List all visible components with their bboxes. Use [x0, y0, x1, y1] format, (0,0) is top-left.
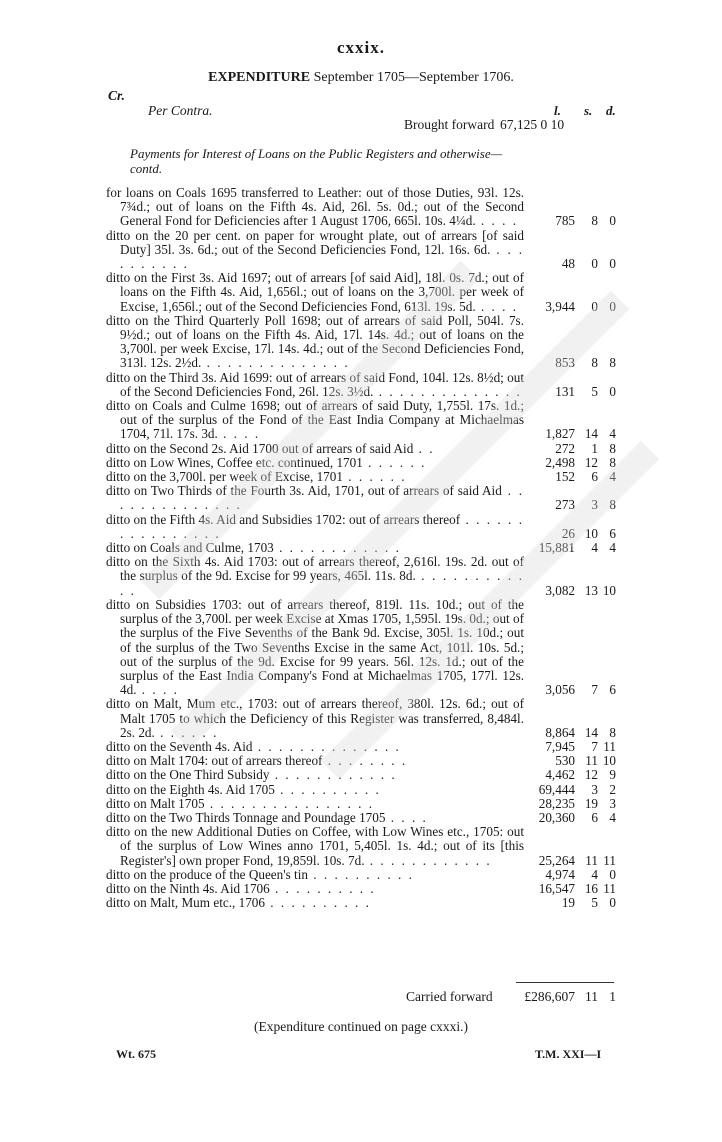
dot-leaders: . . . .	[385, 809, 428, 825]
amount-shillings: 0	[591, 256, 598, 272]
amount-pounds: 853	[555, 355, 575, 371]
continued-note: (Expenditure continued on page cxxxi.)	[253, 1019, 469, 1034]
amount-shillings: 3	[591, 781, 598, 797]
amount-pounds: 273	[555, 497, 575, 513]
entry-description	[106, 314, 524, 371]
amount-pounds: 3,082	[545, 582, 575, 598]
entry-text: ditto on Subsidies 1703: out of arrears thereof, 819l. 11s. 10d.; out of the surplus of the 3,700l. per week Excise at Xmas 1705, 1,595l. 19s. 0d.; out of the surplus of the Five Sevenths of the Bank 9d. Excise, 305l. 1s. 10d.; out of the surplus of the Two Sevenths Excise in the same Act, 101l. 10s. 5d.; out of the surplus of the 9d. Excise for 99 years. 56l. 12s. 1d.; out of the surplus of the East India Company's Fond at Michaelmas 1705, 177l. 12s. 4d.	[106, 596, 524, 698]
amount-shillings: 1	[591, 440, 598, 456]
ledger-entry	[106, 811, 616, 825]
ledger-entry	[106, 754, 616, 768]
dot-leaders: . . . . . . . . . .	[269, 880, 376, 896]
page-header	[0, 70, 722, 86]
dot-leaders: . . . . . . . . . . . . . .	[373, 383, 522, 399]
entry-description	[106, 470, 524, 484]
amount-pence: 0	[609, 383, 616, 399]
dot-leaders: . . . .	[217, 426, 261, 442]
entry-text: ditto on the Third 3s. Aid 1699: out of arrears of said Fond, 104l. 12s. 8½d; out of the Second Deficiencies Fond, 26l. 12s. 3½d.	[106, 369, 524, 399]
ledger-entry	[106, 598, 616, 697]
entry-text: ditto on the First 3s. Aid 1697; out of arrears [of said Aid], 18l. 0s. 7d.; out of loans on the Fifth 4s. Aid, 1,656l.; out of loans on the 3,700l. per week of Excise, 1,656l.; out of the Second Deficiencies Fond, 613l. 19s. 5d.	[106, 270, 524, 314]
entry-text: ditto on the Two Thirds Tonnage and Poundage 1705	[106, 809, 386, 825]
amount-pounds: 69,444	[538, 781, 575, 797]
amount-shillings: 6	[591, 809, 598, 825]
entry-description	[106, 456, 524, 470]
entry-description	[106, 697, 524, 740]
amount-pounds: 4,974	[545, 866, 575, 882]
amount-shillings: 8	[591, 213, 598, 229]
entry-text: for loans on Coals 1695 transferred to Leather: out of those Duties, 93l. 12s. 7¾d.; out of loans on the Fifth 4s. Aid, 26l. 5s. 0d.; out of the Second General Fond for Deficiencies after 1 August 1706, 665l. 10s. 4¼d.	[106, 185, 524, 229]
amount-pence: 10	[602, 582, 616, 598]
dot-leaders: . . . . . . . . . . . . . . . .	[120, 511, 524, 541]
amount-pounds: 3,056	[545, 682, 575, 698]
amount-pence: 2	[609, 781, 616, 797]
dot-leaders: . . . . . . . . . . . . . .	[252, 738, 401, 754]
carried-forward-pounds: £286,607	[524, 989, 575, 1004]
amount-shillings: 13	[584, 582, 598, 598]
dot-leaders: . . . . . . . . . . . .	[364, 852, 492, 868]
dot-leaders: . . . . . . . . . . . . . .	[201, 355, 350, 371]
amount-pence: 8	[609, 355, 616, 371]
ledger-entry	[106, 896, 616, 910]
dot-leaders: . . . . . .	[342, 469, 407, 485]
dot-leaders: . . . . . . . . . .	[307, 866, 414, 882]
entry-description	[106, 797, 524, 811]
amount-pence: 8	[609, 497, 616, 513]
amount-pence: 0	[609, 895, 616, 911]
entry-text: ditto on Malt, Mum etc., 1706	[106, 895, 265, 911]
amount-pounds: 530	[555, 753, 575, 769]
page-number: cxxix.	[336, 38, 386, 57]
entry-text: ditto on the produce of the Queen's tin	[106, 866, 308, 882]
shillings-header: s.	[584, 103, 593, 118]
amount-pounds: 272	[555, 440, 575, 456]
amount-shillings: 11	[585, 753, 598, 769]
amount-pounds: 28,235	[538, 795, 575, 811]
entry-text: ditto on Low Wines, Coffee etc. continued, 1701	[106, 454, 363, 470]
amount-shillings: 7	[591, 738, 598, 754]
entry-text: ditto on the Ninth 4s. Aid 1706	[106, 880, 270, 896]
entry-description	[106, 811, 524, 825]
ledger-entry	[106, 882, 616, 896]
amount-shillings: 11	[585, 852, 598, 868]
amount-pounds: 785	[555, 213, 575, 229]
entry-description	[106, 882, 524, 896]
entry-description	[106, 399, 524, 442]
ledger-entry	[106, 513, 616, 541]
carried-forward-label: Carried forward	[406, 989, 493, 1004]
ledger-entry	[106, 186, 616, 229]
pounds-header: l.	[554, 103, 561, 118]
amount-pounds: 7,945	[545, 738, 575, 754]
dot-leaders: . . . . . . . . . . . .	[120, 568, 525, 598]
carried-forward-shillings: 11	[585, 989, 598, 1004]
dot-leaders: . . . . . . . .	[322, 753, 408, 769]
entry-text: ditto on the new Additional Duties on Coffee, with Low Wines etc., 1705: out of the surplus of Low Wines anno 1701, 5,405l. 1s. 4d.; out of its [this Register's] own proper Fond, 19,859l. 10s. 7d.	[106, 824, 524, 868]
pence-header: d.	[606, 103, 616, 118]
amount-pounds: 15,881	[538, 540, 575, 556]
amount-pounds: 16,547	[538, 880, 575, 896]
amount-pence: 9	[609, 767, 616, 783]
entry-description	[106, 598, 524, 697]
amount-pence: 10	[602, 753, 616, 769]
amount-shillings: 6	[591, 469, 598, 485]
amount-pence: 0	[609, 213, 616, 229]
amount-pence: 8	[609, 440, 616, 456]
entry-description	[106, 484, 524, 512]
entry-description	[106, 271, 524, 314]
entry-description	[106, 825, 524, 868]
amount-pence: 0	[609, 298, 616, 314]
amount-pence: 4	[609, 540, 616, 556]
total-rule	[516, 982, 614, 983]
entry-text: ditto on Malt 1705	[106, 795, 205, 811]
amount-pence: 4	[609, 426, 616, 442]
ledger-entry	[106, 470, 616, 484]
ledger-entry	[106, 825, 616, 868]
ledger-entry	[106, 797, 616, 811]
dot-leaders: . . . . . .	[362, 454, 427, 470]
amount-pounds: 19	[561, 895, 575, 911]
dot-leaders: . . . . . . . . . . . .	[273, 540, 401, 556]
entry-description	[106, 186, 524, 229]
amount-pounds: 25,264	[538, 852, 575, 868]
dot-leaders: . . . . . .	[154, 724, 219, 740]
amount-shillings: 0	[591, 298, 598, 314]
entry-description	[106, 555, 524, 598]
ledger-entry	[106, 229, 616, 272]
amount-shillings: 3	[591, 497, 598, 513]
ledger-entry	[106, 371, 616, 399]
amount-shillings: 12	[584, 767, 598, 783]
entry-description	[106, 442, 524, 456]
amount-shillings: 12	[584, 454, 598, 470]
entry-text: ditto on the 3,700l. per week of Excise, 1701	[106, 469, 343, 485]
brought-forward-amount: 67,125 0 10	[500, 117, 565, 132]
entry-description	[106, 541, 524, 555]
dot-leaders: . .	[413, 440, 435, 456]
entry-text: ditto on Two Thirds of the Fourth 3s. Aid, 1701, out of arrears of said Aid	[106, 483, 502, 499]
dot-leaders: . . . . . . . . . . . . . .	[120, 483, 524, 513]
dot-leaders: . . . . . . . . . . . .	[269, 767, 397, 783]
dot-leaders: . . . .	[475, 298, 519, 314]
amount-shillings: 14	[584, 724, 598, 740]
print-code-wt: Wt. 675	[116, 1047, 156, 1061]
amount-pounds: 1,827	[545, 426, 575, 442]
dot-leaders: . . . .	[475, 213, 518, 229]
amount-pence: 4	[609, 809, 616, 825]
entry-description	[106, 371, 524, 399]
amount-pence: 6	[609, 682, 616, 698]
header-title: EXPENDITURE	[208, 70, 311, 85]
entry-text: ditto on the Seventh 4s. Aid	[106, 738, 253, 754]
amount-pounds: 152	[555, 469, 575, 485]
amount-pounds: 131	[555, 383, 575, 399]
amount-pence: 3	[609, 795, 616, 811]
entry-text: ditto on Malt, Mum etc., 1703: out of arrears thereof, 380l. 12s. 6d.; out of Malt 1705 to which the Deficiency of this Register was transferred, 8,484l. 2s. 2d.	[106, 696, 524, 740]
amount-pence: 4	[609, 469, 616, 485]
amount-pence: 6	[609, 525, 616, 541]
print-code-tm: T.M. XXI—I	[535, 1047, 602, 1061]
amount-shillings: 4	[591, 540, 598, 556]
entry-text: ditto on the Third Quarterly Poll 1698; out of arrears of said Poll, 504l. 7s. 9½d.; out of loans on the Fifth 4s. Aid, 17l. 14s. 4d.; out of loans on the 3,700l. per week Excise, 17l. 14s. 4d.; out of the Second Deficiencies Fond, 313l. 12s. 2½d.	[106, 312, 524, 371]
per-contra-label: Per Contra.	[148, 103, 213, 118]
ledger-entry	[106, 697, 616, 740]
amount-pence: 0	[609, 866, 616, 882]
amount-shillings: 4	[591, 866, 598, 882]
entry-description	[106, 754, 524, 768]
entry-text: ditto on the Sixth 4s. Aid 1703: out of arrears thereof, 2,616l. 19s. 2d. out of the surplus of the 9d. Excise for 99 years, 465l. 11s. 8d.	[106, 554, 524, 584]
ledger-entry	[106, 456, 616, 470]
amount-shillings: 5	[591, 383, 598, 399]
amount-shillings: 5	[591, 895, 598, 911]
entry-description	[106, 229, 524, 272]
header-dates: September 1705—September 1706.	[310, 70, 514, 85]
dot-leaders: . . . . . . . . . . . . . . . .	[204, 795, 375, 811]
section-subheading: Payments for Interest of Loans on the Public Registers and otherwise—contd.	[130, 146, 503, 176]
ledger-entry	[106, 783, 616, 797]
amount-shillings: 7	[591, 682, 598, 698]
amount-pounds: 48	[561, 256, 575, 272]
entry-text: ditto on Malt 1704: out of arrears thereof	[106, 753, 323, 769]
entry-text: ditto on the Eighth 4s. Aid 1705	[106, 781, 275, 797]
ledger-entry	[106, 442, 616, 456]
ledger-entry	[106, 768, 616, 782]
amount-pounds: 3,944	[545, 298, 575, 314]
amount-pounds: 4,462	[545, 767, 575, 783]
entry-description	[106, 896, 524, 910]
entry-text: ditto on Coals and Culme, 1703	[106, 540, 274, 556]
amount-pence: 8	[609, 454, 616, 470]
amount-pounds: 20,360	[538, 809, 575, 825]
ledger-entry	[106, 541, 616, 555]
amount-pence: 11	[603, 852, 616, 868]
amount-pence: 11	[603, 738, 616, 754]
amount-shillings: 14	[584, 426, 598, 442]
entry-text: ditto on the 20 per cent. on paper for wrought plate, out of arrears [of said Duty] 35l. 3s. 6d.; out of the Second Deficiencies Fond, 12l. 16s. 6d.	[106, 227, 524, 257]
entry-text: ditto on the Second 2s. Aid 1700 out of arrears of said Aid	[106, 440, 414, 456]
amount-shillings: 10	[584, 525, 598, 541]
entry-text: ditto on Coals and Culme 1698; out of arrears of said Duty, 1,755l. 17s. 1d.; out of the surplus of the Fond of the East India Company at Michaelmas 1704, 71l. 17s. 3d.	[106, 398, 524, 442]
credit-label: Cr.	[108, 88, 125, 103]
dot-leaders: . . . . . . . . . .	[274, 781, 381, 797]
amount-pounds: 2,498	[545, 454, 575, 470]
amount-pence: 11	[603, 880, 616, 896]
amount-pence: 0	[609, 256, 616, 272]
ledger-entry	[106, 399, 616, 442]
amount-shillings: 8	[591, 355, 598, 371]
entry-description	[106, 768, 524, 782]
ledger-entry	[106, 271, 616, 314]
ledger-entry	[106, 868, 616, 882]
amount-pounds: 26	[561, 525, 575, 541]
amount-pence: 8	[609, 724, 616, 740]
carried-forward-pence: 1	[609, 989, 616, 1004]
amount-shillings: 19	[584, 795, 598, 811]
dot-leaders: . . . . . . . . . .	[264, 895, 371, 911]
ledger-entry	[106, 314, 616, 371]
entry-text: ditto on the One Third Subsidy	[106, 767, 270, 783]
brought-forward-label: Brought forward	[404, 117, 495, 132]
entry-description	[106, 513, 524, 541]
dot-leaders: . . . . . . . . . .	[120, 241, 525, 272]
entry-text: ditto on the Fifth 4s. Aid and Subsidies 1702: out of arrears thereof	[106, 511, 461, 527]
ledger-entry	[106, 484, 616, 512]
dot-leaders: . . . .	[136, 682, 179, 698]
amount-shillings: 16	[584, 880, 598, 896]
ledger-entries	[0, 186, 722, 910]
entry-description	[106, 868, 524, 882]
ledger-entry	[106, 740, 616, 754]
amount-pounds: 8,864	[545, 724, 575, 740]
entry-description	[106, 783, 524, 797]
ledger-entry	[106, 555, 616, 598]
entry-description	[106, 740, 524, 754]
